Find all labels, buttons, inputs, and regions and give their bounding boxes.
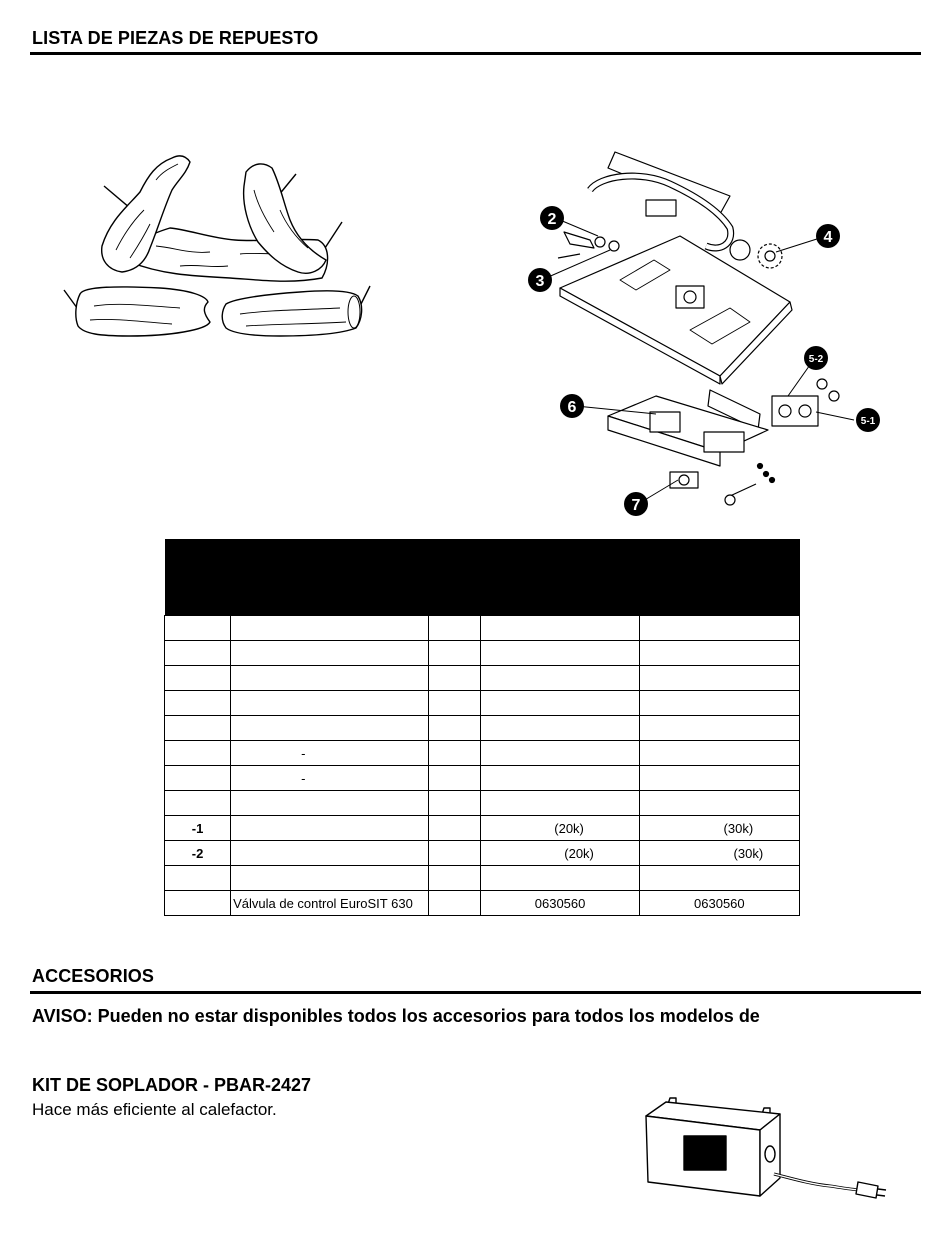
callout-5-2 [804,346,828,370]
key-cell [165,716,231,741]
key-cell [165,791,231,816]
callout-5-1 [856,408,880,432]
page-title: LISTA DE PIEZAS DE REPUESTO [32,28,319,48]
blower-kit-illustration [640,1096,890,1206]
header-cell [231,539,429,616]
parts-table [164,539,800,916]
description-cell [231,616,429,641]
svg-text:5-1: 5-1 [860,416,876,427]
description-cell [231,666,429,691]
table-row [165,841,800,866]
description-cell [231,816,429,841]
qty-cell [429,816,481,841]
key-cell: -1 [165,816,231,841]
grille-vent [684,1136,726,1170]
blower-kit-description: Hace más eficiente al calefactor. [32,1100,277,1119]
header-cell [481,539,639,616]
accessories-rule [30,991,921,994]
table-row [165,716,800,741]
key-cell [165,616,231,641]
description-cell [231,866,429,891]
model1-cell [481,766,639,791]
qty-cell [429,766,481,791]
qty-cell [429,616,481,641]
description-cell: - [231,741,429,766]
table-row [165,866,800,891]
qty-cell [429,791,481,816]
header-cell [639,539,799,616]
description-cell [231,841,429,866]
model2-cell: 0630560 [639,891,799,916]
description-cell [231,716,429,741]
header-cell [165,539,231,616]
table-row [165,616,800,641]
svg-text:2: 2 [547,211,557,228]
callout-2 [540,206,564,230]
description-cell [231,641,429,666]
description-cell: Válvula de control EuroSIT 630 [231,891,429,916]
model2-cell: (30k) [639,816,799,841]
table-row [165,641,800,666]
description-cell: - [231,766,429,791]
qty-cell [429,741,481,766]
header-cell [429,539,481,616]
svg-text:3: 3 [535,273,545,290]
table-row [165,741,800,766]
model1-cell [481,641,639,666]
description-cell [231,691,429,716]
callout-4 [816,224,840,248]
model2-cell [639,866,799,891]
model1-cell [481,716,639,741]
model2-cell [639,716,799,741]
model2-cell [639,666,799,691]
accessories-heading: ACCESORIOS [32,966,155,986]
blower-kit-title: KIT DE SOPLADOR - PBAR-2427 [32,1075,312,1095]
qty-cell [429,641,481,666]
model1-cell [481,691,639,716]
key-cell [165,691,231,716]
model1-cell [481,866,639,891]
key-cell: -2 [165,841,231,866]
model1-cell: (20k) [481,841,639,866]
table-header-row [165,539,800,616]
model1-cell: 0630560 [481,891,639,916]
svg-text:6: 6 [567,399,577,416]
table-row [165,666,800,691]
svg-text:4: 4 [823,229,833,246]
logs-illustration [60,150,380,350]
callout-6 [560,394,584,418]
model2-cell [639,616,799,641]
qty-cell [429,716,481,741]
model2-cell [639,791,799,816]
model2-cell [639,641,799,666]
model2-cell [639,741,799,766]
header-rule [30,52,921,55]
key-cell [165,866,231,891]
callout-7 [624,492,648,516]
table-row [165,791,800,816]
availability-notice: AVISO: Pueden no estar disponibles todos los accesorios para todos los modelos de [32,1006,760,1026]
model1-cell [481,616,639,641]
key-cell [165,766,231,791]
model1-cell [481,791,639,816]
qty-cell [429,866,481,891]
table-row [165,691,800,716]
model2-cell [639,691,799,716]
qty-cell [429,691,481,716]
table-row [165,891,800,916]
description-cell [231,791,429,816]
model1-cell: (20k) [481,816,639,841]
model1-cell [481,741,639,766]
burner-assembly-diagram [520,140,890,520]
table-row [165,766,800,791]
svg-text:5-2: 5-2 [808,354,824,365]
key-cell [165,666,231,691]
qty-cell [429,841,481,866]
key-cell [165,891,231,916]
model1-cell [481,666,639,691]
table-row [165,816,800,841]
model2-cell [639,766,799,791]
model2-cell: (30k) [639,841,799,866]
key-cell [165,641,231,666]
callout-3 [528,268,552,292]
svg-text:7: 7 [631,497,641,514]
leader-line [325,222,342,248]
qty-cell [429,666,481,691]
leader-line [104,186,130,208]
key-cell [165,741,231,766]
qty-cell [429,891,481,916]
